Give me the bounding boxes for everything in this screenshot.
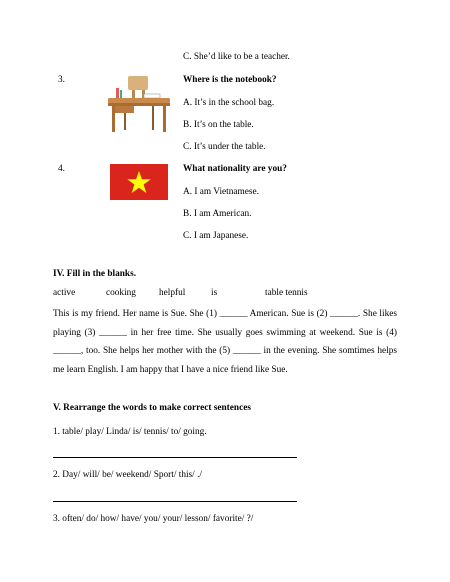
q2-option-c: C. She’d like to be a teacher. (183, 52, 290, 62)
q3-option-c: C. It’s under the table. (183, 142, 266, 152)
q4-number: 4. (58, 164, 65, 174)
rearrange-item: 3. often/ do/ how/ have/ you/ your/ lesson/ favorite/ ?/ (53, 514, 254, 524)
q3-option-a: A. It’s in the school bag. (183, 98, 275, 108)
q4-option-a: A. I am Vietnamese. (183, 187, 259, 197)
q4-option-c: C. I am Japanese. (183, 231, 249, 241)
section5-title: V. Rearrange the words to make correct sentences (53, 403, 251, 413)
fill-blanks-passage: This is my friend. Her name is Sue. She (1) ______ American. Sue is (2) ______. She likes playing (3) ______ in her free time. She usually goes swimming at weekend. Sue is (4) ______, too. She helps her mother with the (5) ______ in the evening. She somtimes helps me learn English. I am happy that I have a nice friend like Sue. (53, 309, 397, 375)
q3-question: Where is the notebook? (183, 75, 277, 85)
word-bank-item: is (211, 288, 218, 298)
rearrange-item: 1. table/ play/ Linda/ is/ tennis/ to/ going. (53, 427, 207, 437)
vietnam-flag-icon (110, 164, 168, 200)
word-bank-item: helpful (159, 288, 186, 298)
answer-line[interactable] (53, 501, 297, 502)
q4-option-b: B. I am American. (183, 209, 252, 219)
q4-question: What nationality are you? (183, 164, 287, 174)
word-bank-item: table tennis (265, 288, 308, 298)
desk-illustration (104, 74, 174, 134)
q3-option-b: B. It’s on the table. (183, 120, 254, 130)
vietnam-flag (110, 164, 168, 200)
desk-icon (104, 74, 174, 134)
q3-number: 3. (58, 75, 65, 85)
answer-line[interactable] (53, 457, 297, 458)
section4-title: IV. Fill in the blanks. (53, 269, 137, 279)
rearrange-item: 2. Day/ will/ be/ weekend/ Sport/ this/ ./ (53, 470, 202, 480)
word-bank-item: cooking (106, 288, 136, 298)
word-bank-item: active (53, 288, 76, 298)
